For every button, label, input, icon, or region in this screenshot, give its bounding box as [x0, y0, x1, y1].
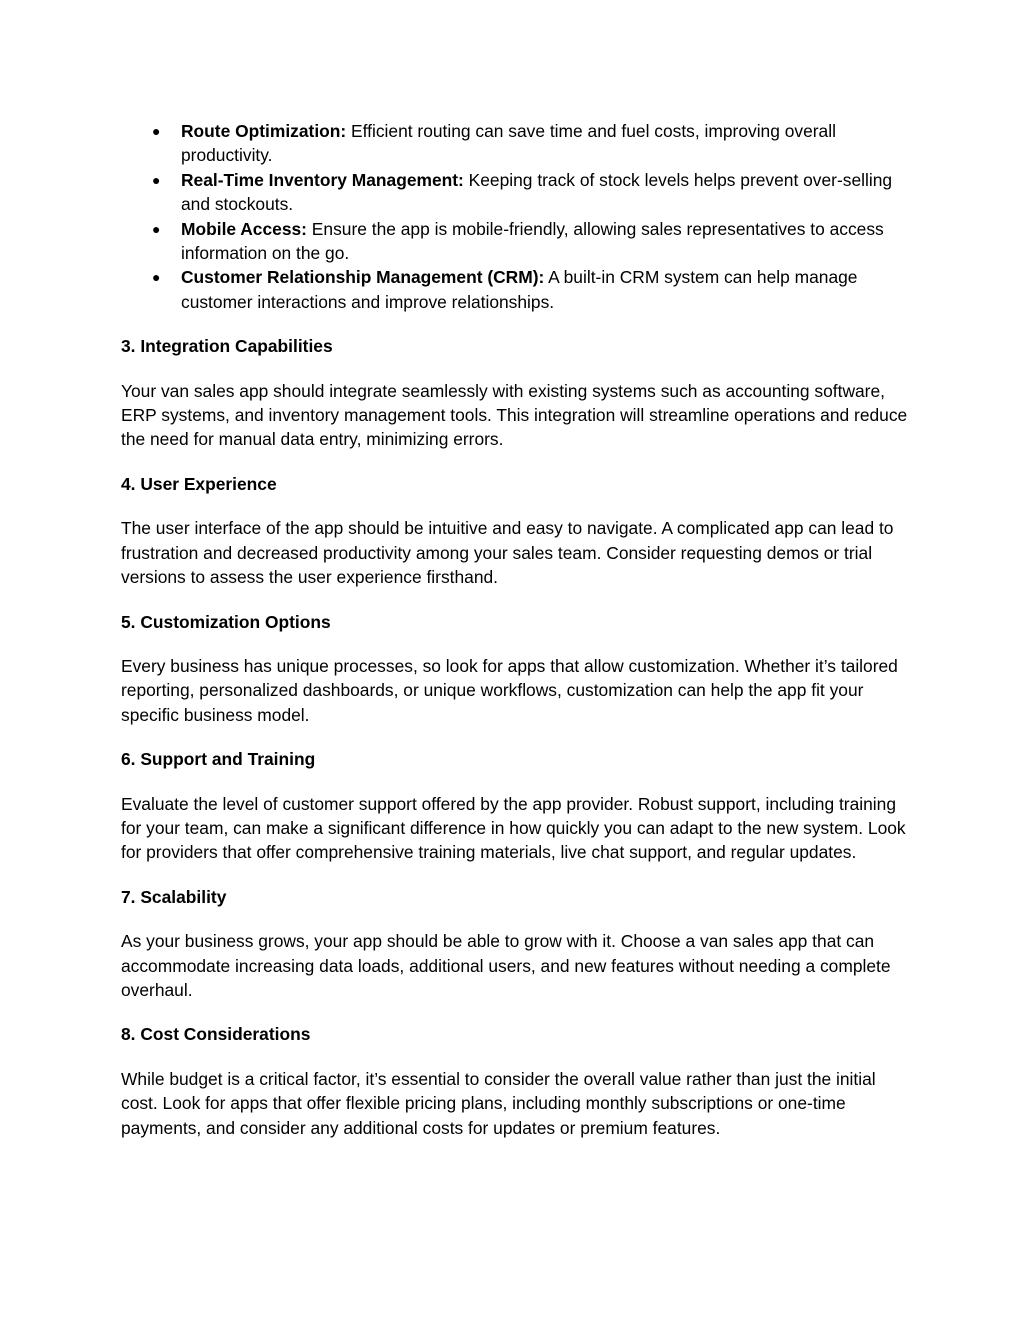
section-body-user-experience: The user interface of the app should be intuitive and easy to navigate. A complicated app can lead to frustration and decreased productivity among your sales team. Consider requesting demos or trial versions to assess the user experience firsthand. — [121, 518, 894, 588]
section-heading-support: 6. Support and Training — [121, 749, 316, 770]
list-item-label: Route Optimization: — [181, 121, 347, 141]
bullet-icon: ● — [152, 123, 161, 139]
list-item — [121, 168, 911, 217]
list-item-text: Efficient routing can save time and fuel costs, improving overall productivity. — [181, 121, 836, 166]
section-body-scalability: As your business grows, your app should be able to grow with it. Choose a van sales app that can accommodate increasing data loads, additional users, and new features without needing a complete overhaul. — [121, 931, 891, 1000]
section-body-cost: While budget is a critical factor, it’s essential to consider the overall value rather than just the initial cost. Look for apps that offer flexible pricing plans, including monthly subscriptions or one-time payments, and consider any additional costs for updates or premium features. — [121, 1068, 876, 1138]
bullet-icon: ● — [152, 269, 161, 286]
bullet-icon: ● — [152, 171, 161, 188]
section-body-support: Evaluate the level of customer support offered by the app provider. Robust support, including training for your team, can make a significant difference in how quickly you can adapt to the new system. Look for providers that offer comprehensive training materials, live chat support, and regular updates. — [121, 793, 906, 863]
bullet-icon: ● — [152, 220, 161, 237]
list-item-text: A built-in CRM system can help manage customer interactions and improve relationships. — [181, 267, 858, 312]
list-item-label: Real-Time Inventory Management: — [181, 169, 464, 190]
list-item — [121, 217, 911, 266]
section-heading-cost: 8. Cost Considerations — [121, 1024, 311, 1045]
section-heading-scalability: 7. Scalability — [121, 886, 227, 907]
list-item-label: Mobile Access: — [181, 218, 307, 239]
list-item-text: Ensure the app is mobile-friendly, allowing sales representatives to access information on the go. — [181, 218, 884, 264]
feature-list — [121, 119, 911, 314]
section-body-customization: Every business has unique processes, so look for apps that allow customization. Whether it’s tailored reporting, personalized dashboards, or unique workflows, customization can help the app fit your specific business model. — [121, 655, 898, 725]
document-page — [121, 119, 911, 1140]
section-body-integration: Your van sales app should integrate seamlessly with existing systems such as accounting software, ERP systems, and inventory management tools. This integration will streamline operations and reduce the need for manual data entry, minimizing errors. — [121, 380, 908, 450]
section-heading-customization: 5. Customization Options — [121, 611, 331, 632]
list-item — [121, 265, 911, 314]
section-heading-integration: 3. Integration Capabilities — [121, 336, 333, 357]
list-item-text: Keeping track of stock levels helps prevent over-selling and stockouts. — [181, 169, 893, 215]
list-item-label: Customer Relationship Management (CRM): — [181, 267, 545, 288]
list-item — [121, 119, 911, 168]
section-heading-user-experience: 4. User Experience — [121, 473, 277, 494]
